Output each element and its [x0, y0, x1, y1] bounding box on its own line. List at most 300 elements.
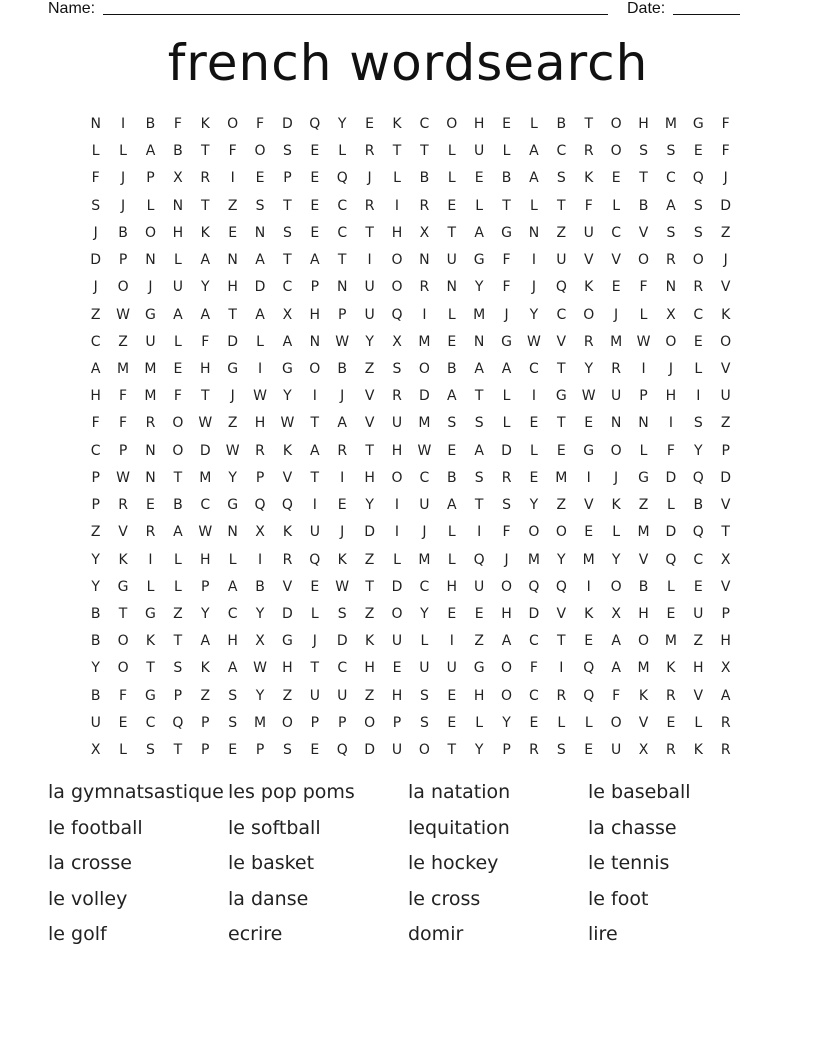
grid-letter[interactable]: N — [172, 197, 184, 214]
grid-letter[interactable]: H — [501, 605, 512, 622]
grid-letter[interactable]: H — [364, 469, 375, 486]
grid-letter[interactable]: X — [611, 605, 621, 622]
grid-letter[interactable]: E — [447, 442, 457, 459]
grid-letter[interactable]: Z — [556, 497, 567, 514]
grid-letter[interactable]: R — [529, 742, 539, 759]
grid-letter[interactable]: S — [228, 714, 238, 731]
grid-letter[interactable]: A — [173, 306, 183, 323]
grid-letter[interactable]: O — [446, 116, 458, 132]
grid-letter[interactable]: W — [198, 524, 213, 541]
grid-letter[interactable]: G — [501, 224, 512, 241]
grid-letter[interactable]: H — [282, 660, 293, 677]
grid-letter[interactable]: A — [227, 660, 238, 677]
grid-letter[interactable]: L — [393, 170, 401, 187]
grid-letter[interactable]: H — [720, 633, 731, 650]
grid-letter[interactable]: U — [610, 388, 622, 405]
grid-letter[interactable]: L — [146, 197, 155, 214]
grid-letter[interactable]: K — [282, 442, 293, 459]
grid-letter[interactable]: H — [473, 116, 485, 132]
grid-letter[interactable]: L — [612, 197, 621, 214]
grid-letter[interactable]: R — [337, 442, 348, 459]
grid-letter[interactable]: R — [255, 442, 265, 459]
grid-letter[interactable]: U — [172, 279, 183, 296]
grid-letter[interactable]: E — [666, 605, 676, 622]
grid-letter[interactable]: S — [693, 224, 703, 241]
grid-letter[interactable]: C — [145, 714, 156, 731]
grid-letter[interactable]: O — [309, 360, 321, 377]
grid-letter[interactable]: I — [586, 578, 591, 595]
grid-letter[interactable]: O — [610, 714, 622, 731]
grid-letter[interactable]: E — [584, 742, 594, 759]
grid-letter[interactable]: F — [721, 143, 730, 160]
grid-letter[interactable]: Y — [91, 578, 100, 595]
grid-letter[interactable]: M — [610, 333, 623, 350]
grid-letter[interactable]: S — [282, 143, 292, 160]
grid-letter[interactable]: K — [200, 116, 210, 132]
grid-letter[interactable]: G — [227, 360, 239, 377]
grid-letter[interactable]: S — [693, 415, 703, 432]
grid-letter[interactable]: P — [146, 170, 155, 187]
grid-letter[interactable]: D — [282, 116, 293, 132]
grid-letter[interactable]: O — [144, 224, 156, 241]
date-field[interactable] — [673, 0, 740, 15]
grid-letter[interactable]: O — [637, 252, 650, 269]
grid-letter[interactable]: I — [477, 524, 482, 541]
grid-letter[interactable]: K — [584, 279, 594, 296]
grid-letter[interactable]: S — [146, 742, 155, 759]
grid-letter[interactable]: Z — [200, 687, 211, 704]
grid-letter[interactable]: X — [720, 660, 731, 677]
grid-letter[interactable]: F — [91, 415, 100, 432]
grid-letter[interactable]: N — [145, 469, 156, 486]
grid-letter[interactable]: V — [583, 497, 594, 514]
grid-letter[interactable]: E — [228, 742, 238, 759]
grid-letter[interactable]: P — [118, 252, 128, 269]
grid-letter[interactable]: I — [394, 524, 400, 541]
grid-letter[interactable]: R — [364, 143, 375, 160]
grid-letter[interactable]: T — [557, 360, 566, 377]
grid-letter[interactable]: A — [200, 633, 211, 650]
grid-letter[interactable]: I — [340, 469, 345, 486]
grid-letter[interactable]: B — [90, 633, 101, 650]
grid-letter[interactable]: L — [502, 415, 511, 432]
grid-letter[interactable]: D — [282, 605, 293, 622]
grid-letter[interactable]: E — [310, 224, 320, 241]
grid-letter[interactable]: J — [312, 633, 317, 650]
grid-letter[interactable]: Y — [91, 660, 100, 677]
grid-letter[interactable]: S — [255, 197, 265, 214]
grid-letter[interactable]: O — [418, 360, 430, 377]
grid-letter[interactable]: Q — [583, 687, 595, 704]
grid-letter[interactable]: O — [391, 605, 403, 622]
grid-letter[interactable]: B — [90, 605, 101, 622]
grid-letter[interactable]: U — [145, 333, 156, 350]
grid-letter[interactable]: P — [91, 469, 100, 486]
grid-letter[interactable]: L — [119, 742, 127, 759]
grid-letter[interactable]: C — [337, 197, 348, 214]
grid-letter[interactable]: E — [146, 497, 155, 514]
grid-letter[interactable]: O — [117, 279, 129, 296]
grid-letter[interactable]: T — [474, 388, 484, 405]
grid-letter[interactable]: Y — [200, 605, 210, 622]
grid-letter[interactable]: G — [282, 360, 293, 377]
grid-letter[interactable]: V — [556, 605, 567, 622]
grid-letter[interactable]: T — [200, 197, 210, 214]
grid-letter[interactable]: K — [337, 551, 347, 568]
grid-letter[interactable]: K — [693, 742, 703, 759]
grid-letter[interactable]: L — [256, 333, 264, 350]
grid-letter[interactable]: M — [144, 388, 157, 405]
grid-letter[interactable]: B — [638, 578, 649, 595]
grid-letter[interactable]: O — [555, 524, 567, 541]
grid-letter[interactable]: A — [310, 252, 320, 269]
grid-letter[interactable]: J — [531, 279, 537, 296]
grid-letter[interactable]: C — [90, 442, 101, 459]
grid-letter[interactable]: T — [173, 633, 183, 650]
grid-letter[interactable]: U — [337, 687, 348, 704]
grid-letter[interactable]: U — [391, 415, 403, 432]
grid-letter[interactable]: C — [556, 143, 567, 160]
grid-letter[interactable]: G — [555, 388, 567, 405]
grid-letter[interactable]: L — [119, 143, 127, 160]
grid-letter[interactable]: H — [309, 306, 321, 323]
grid-letter[interactable]: B — [501, 170, 512, 187]
grid-letter[interactable]: B — [145, 116, 156, 132]
grid-letter[interactable]: O — [281, 714, 293, 731]
grid-letter[interactable]: E — [447, 333, 457, 350]
grid-letter[interactable]: M — [418, 415, 431, 432]
grid-letter[interactable]: P — [721, 605, 730, 622]
grid-letter[interactable]: E — [693, 333, 703, 350]
grid-letter[interactable]: L — [338, 143, 347, 160]
grid-letter[interactable]: Q — [336, 170, 348, 187]
grid-letter[interactable]: N — [446, 279, 458, 296]
grid-letter[interactable]: L — [475, 197, 484, 214]
grid-letter[interactable]: R — [118, 497, 128, 514]
grid-letter[interactable]: Q — [555, 279, 567, 296]
grid-letter[interactable]: S — [282, 224, 292, 241]
grid-letter[interactable]: U — [364, 279, 375, 296]
grid-letter[interactable]: R — [611, 360, 621, 377]
grid-letter[interactable]: Q — [555, 578, 567, 595]
grid-letter[interactable]: V — [638, 714, 649, 731]
grid-letter[interactable]: L — [475, 714, 484, 731]
grid-letter[interactable]: J — [93, 224, 98, 241]
grid-letter[interactable]: E — [365, 116, 375, 132]
grid-letter[interactable]: T — [310, 660, 320, 677]
grid-letter[interactable]: K — [666, 660, 676, 677]
grid-letter[interactable]: E — [447, 197, 457, 214]
grid-letter[interactable]: O — [364, 714, 376, 731]
grid-letter[interactable]: F — [119, 687, 128, 704]
grid-letter[interactable]: T — [447, 742, 457, 759]
grid-letter[interactable]: G — [692, 116, 704, 132]
grid-letter[interactable]: P — [310, 279, 320, 296]
grid-letter[interactable]: E — [529, 714, 539, 731]
grid-letter[interactable]: Y — [529, 306, 539, 323]
grid-letter[interactable]: U — [364, 306, 375, 323]
grid-letter[interactable]: T — [557, 415, 566, 432]
grid-letter[interactable]: A — [145, 143, 156, 160]
grid-letter[interactable]: E — [392, 660, 402, 677]
grid-letter[interactable]: T — [337, 252, 347, 269]
grid-letter[interactable]: K — [145, 633, 156, 650]
grid-letter[interactable]: Q — [336, 742, 348, 759]
grid-letter[interactable]: F — [612, 687, 621, 704]
grid-letter[interactable]: T — [721, 524, 730, 541]
grid-letter[interactable]: W — [417, 442, 432, 459]
grid-letter[interactable]: J — [668, 360, 673, 377]
grid-letter[interactable]: A — [611, 633, 621, 650]
grid-letter[interactable]: R — [392, 388, 402, 405]
grid-letter[interactable]: Z — [282, 687, 293, 704]
grid-letter[interactable]: R — [583, 143, 594, 160]
grid-letter[interactable]: A — [200, 306, 211, 323]
grid-letter[interactable]: V — [583, 252, 594, 269]
grid-letter[interactable]: E — [529, 415, 539, 432]
grid-letter[interactable]: T — [365, 578, 374, 595]
grid-letter[interactable]: C — [529, 633, 539, 650]
grid-letter[interactable]: Y — [694, 442, 703, 459]
grid-letter[interactable]: L — [530, 442, 538, 459]
grid-letter[interactable]: N — [336, 279, 348, 296]
grid-letter[interactable]: E — [529, 469, 539, 486]
grid-letter[interactable]: T — [200, 143, 210, 160]
grid-letter[interactable]: S — [666, 143, 676, 160]
grid-letter[interactable]: E — [474, 170, 484, 187]
grid-letter[interactable]: H — [638, 116, 649, 132]
grid-letter[interactable]: K — [392, 116, 402, 132]
grid-letter[interactable]: J — [614, 306, 619, 323]
grid-letter[interactable]: T — [365, 442, 374, 459]
grid-letter[interactable]: A — [255, 252, 265, 269]
grid-letter[interactable]: G — [145, 687, 156, 704]
grid-letter[interactable]: T — [639, 170, 648, 187]
grid-letter[interactable]: Q — [473, 551, 485, 568]
grid-letter[interactable]: B — [638, 197, 649, 214]
grid-letter[interactable]: G — [227, 497, 239, 514]
grid-letter[interactable]: L — [310, 605, 319, 622]
grid-letter[interactable]: N — [610, 415, 622, 432]
grid-letter[interactable]: O — [172, 415, 184, 432]
grid-letter[interactable]: Z — [118, 333, 128, 350]
grid-letter[interactable]: Q — [583, 660, 595, 677]
grid-letter[interactable]: M — [144, 360, 157, 377]
grid-letter[interactable]: I — [257, 551, 263, 568]
grid-letter[interactable]: J — [121, 197, 126, 214]
grid-letter[interactable]: I — [312, 497, 317, 514]
grid-letter[interactable]: E — [611, 279, 621, 296]
grid-letter[interactable]: N — [473, 333, 485, 350]
grid-letter[interactable]: K — [200, 224, 210, 241]
grid-letter[interactable]: L — [447, 524, 456, 541]
grid-letter[interactable]: V — [720, 279, 731, 296]
grid-letter[interactable]: E — [310, 578, 320, 595]
grid-letter[interactable]: E — [173, 360, 183, 377]
grid-letter[interactable]: D — [391, 578, 403, 595]
grid-letter[interactable]: P — [201, 578, 210, 595]
grid-letter[interactable]: R — [419, 279, 430, 296]
grid-letter[interactable]: Y — [420, 605, 429, 622]
grid-letter[interactable]: T — [118, 605, 128, 622]
grid-letter[interactable]: Q — [281, 497, 293, 514]
grid-letter[interactable]: R — [419, 197, 430, 214]
grid-letter[interactable]: K — [584, 170, 594, 187]
grid-letter[interactable]: T — [557, 633, 566, 650]
grid-letter[interactable]: A — [474, 224, 484, 241]
grid-letter[interactable]: D — [199, 442, 211, 459]
grid-letter[interactable]: C — [419, 469, 430, 486]
grid-letter[interactable]: J — [422, 524, 427, 541]
grid-letter[interactable]: X — [419, 224, 430, 241]
grid-letter[interactable]: Y — [584, 360, 593, 377]
grid-letter[interactable]: K — [611, 497, 621, 514]
grid-letter[interactable]: I — [257, 360, 263, 377]
grid-letter[interactable]: O — [418, 742, 430, 759]
grid-letter[interactable]: I — [449, 633, 454, 650]
grid-letter[interactable]: L — [557, 714, 566, 731]
grid-letter[interactable]: M — [473, 306, 486, 323]
grid-letter[interactable]: L — [420, 633, 429, 650]
grid-letter[interactable]: J — [367, 170, 372, 187]
grid-letter[interactable]: F — [228, 143, 237, 160]
grid-letter[interactable]: I — [394, 197, 400, 214]
grid-letter[interactable]: B — [173, 143, 183, 160]
grid-letter[interactable]: U — [610, 742, 622, 759]
grid-letter[interactable]: S — [392, 360, 402, 377]
grid-letter[interactable]: S — [474, 415, 484, 432]
grid-letter[interactable]: A — [446, 497, 457, 514]
grid-letter[interactable]: L — [393, 551, 401, 568]
grid-letter[interactable]: X — [282, 306, 293, 323]
grid-letter[interactable]: L — [173, 578, 182, 595]
grid-letter[interactable]: G — [501, 333, 512, 350]
grid-letter[interactable]: T — [474, 497, 484, 514]
grid-letter[interactable]: O — [610, 442, 622, 459]
grid-letter[interactable]: D — [501, 442, 512, 459]
grid-letter[interactable]: L — [502, 388, 511, 405]
grid-letter[interactable]: E — [611, 170, 621, 187]
grid-letter[interactable]: J — [504, 306, 509, 323]
grid-letter[interactable]: A — [200, 252, 211, 269]
grid-letter[interactable]: H — [638, 605, 649, 622]
grid-letter[interactable]: E — [118, 714, 128, 731]
grid-letter[interactable]: C — [200, 497, 211, 514]
grid-letter[interactable]: G — [117, 578, 129, 595]
grid-letter[interactable]: Z — [364, 687, 375, 704]
grid-letter[interactable]: P — [201, 714, 210, 731]
grid-letter[interactable]: F — [119, 388, 128, 405]
grid-letter[interactable]: T — [310, 415, 320, 432]
grid-letter[interactable]: R — [145, 524, 156, 541]
grid-letter[interactable]: L — [447, 143, 456, 160]
grid-letter[interactable]: W — [280, 415, 295, 432]
grid-letter[interactable]: D — [227, 333, 239, 350]
grid-letter[interactable]: W — [116, 306, 130, 323]
grid-letter[interactable]: O — [391, 469, 403, 486]
grid-letter[interactable]: V — [720, 360, 731, 377]
grid-letter[interactable]: I — [148, 551, 153, 568]
grid-letter[interactable]: U — [474, 578, 485, 595]
grid-letter[interactable]: H — [391, 687, 403, 704]
grid-letter[interactable]: S — [282, 742, 292, 759]
grid-letter[interactable]: P — [173, 687, 183, 704]
grid-letter[interactable]: J — [93, 279, 98, 296]
grid-letter[interactable]: L — [694, 714, 703, 731]
grid-letter[interactable]: J — [121, 170, 126, 187]
grid-letter[interactable]: A — [255, 306, 265, 323]
grid-letter[interactable]: T — [173, 742, 183, 759]
grid-letter[interactable]: Q — [692, 170, 704, 187]
grid-letter[interactable]: H — [364, 660, 375, 677]
grid-letter[interactable]: E — [310, 742, 320, 759]
grid-letter[interactable]: G — [473, 252, 485, 269]
grid-letter[interactable]: V — [282, 578, 293, 595]
grid-letter[interactable]: V — [118, 524, 128, 541]
grid-letter[interactable]: L — [694, 360, 703, 377]
grid-letter[interactable]: S — [337, 605, 347, 622]
grid-letter[interactable]: T — [146, 660, 155, 677]
grid-letter[interactable]: N — [309, 333, 321, 350]
grid-letter[interactable]: P — [392, 714, 402, 731]
grid-letter[interactable]: N — [227, 524, 238, 541]
grid-letter[interactable]: I — [531, 252, 537, 269]
grid-letter[interactable]: C — [529, 360, 539, 377]
grid-letter[interactable]: A — [529, 170, 539, 187]
grid-letter[interactable]: Y — [529, 497, 539, 514]
grid-letter[interactable]: O — [391, 252, 403, 269]
grid-letter[interactable]: F — [502, 524, 511, 541]
grid-letter[interactable]: V — [638, 224, 649, 241]
grid-letter[interactable]: G — [473, 660, 485, 677]
grid-letter[interactable]: M — [418, 333, 431, 350]
grid-letter[interactable]: G — [145, 306, 156, 323]
grid-letter[interactable]: I — [641, 360, 646, 377]
grid-letter[interactable]: F — [721, 116, 730, 132]
grid-letter[interactable]: L — [146, 578, 155, 595]
grid-letter[interactable]: N — [145, 252, 156, 269]
grid-letter[interactable]: M — [199, 469, 212, 486]
grid-letter[interactable]: A — [666, 197, 676, 214]
grid-letter[interactable]: Y — [283, 388, 292, 405]
grid-letter[interactable]: A — [720, 687, 731, 704]
grid-letter[interactable]: W — [335, 578, 350, 595]
grid-letter[interactable]: K — [282, 524, 293, 541]
grid-letter[interactable]: L — [612, 524, 621, 541]
grid-letter[interactable]: N — [227, 252, 238, 269]
grid-letter[interactable]: F — [502, 252, 511, 269]
grid-letter[interactable]: H — [199, 360, 211, 377]
grid-letter[interactable]: H — [665, 388, 677, 405]
grid-letter[interactable]: Z — [474, 633, 484, 650]
grid-letter[interactable]: L — [502, 143, 511, 160]
grid-letter[interactable]: O — [583, 306, 595, 323]
grid-letter[interactable]: Y — [365, 333, 374, 350]
grid-letter[interactable]: O — [254, 143, 266, 160]
grid-letter[interactable]: T — [365, 224, 374, 241]
grid-letter[interactable]: M — [253, 714, 267, 731]
grid-letter[interactable]: D — [254, 279, 266, 296]
grid-letter[interactable]: H — [227, 279, 238, 296]
grid-letter[interactable]: Q — [309, 116, 321, 132]
grid-letter[interactable]: F — [666, 442, 675, 459]
grid-letter[interactable]: X — [392, 333, 402, 350]
grid-letter[interactable]: L — [530, 197, 538, 214]
grid-letter[interactable]: Y — [474, 742, 484, 759]
grid-letter[interactable]: U — [556, 252, 567, 269]
grid-letter[interactable]: J — [148, 279, 153, 296]
grid-letter[interactable]: P — [310, 714, 320, 731]
